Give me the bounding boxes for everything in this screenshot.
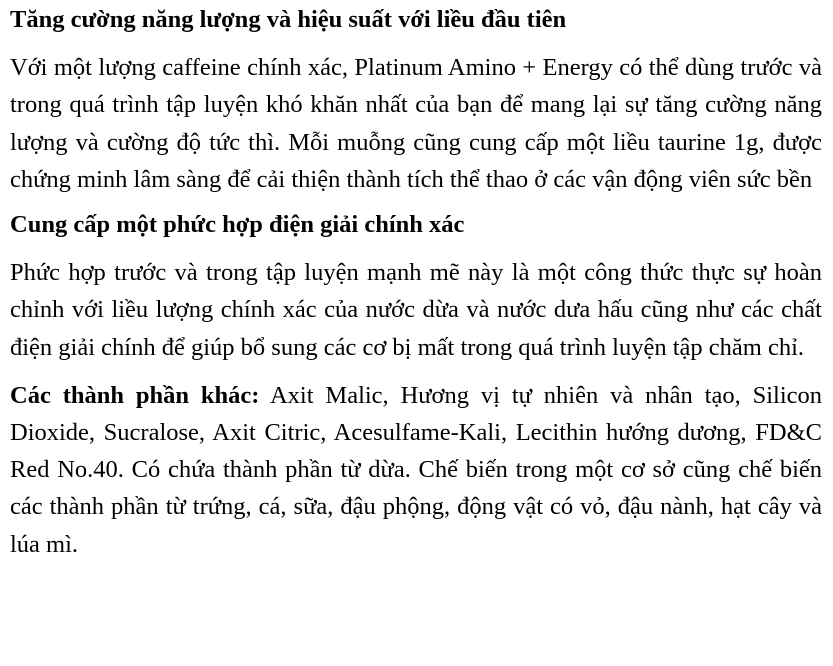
other-ingredients-label: Các thành phần khác: <box>10 381 260 409</box>
other-ingredients-text: Axit Malic, Hương vị tự nhiên và nhân tạo, Silicon Dioxide, Sucralose, Axit Citric, Acesulfame-Kali, Lecithin hướng dương, FD&C Red No.40. Có chứa thành phần từ dừa. Chế biến trong một cơ sở cũng chế biến các thành phần từ trứng, cá, sữa, đậu phộng, động vật có vỏ, đậu nành, hạt cây và lúa mì. <box>10 381 822 558</box>
section-body-energy: Với một lượng caffeine chính xác, Platinum Amino + Energy có thể dùng trước và trong quá trình tập luyện khó khăn nhất của bạn để mang lại sự tăng cường năng lượng và cường độ tức thì. Mỗi muỗng cũng cung cấp một liều taurine 1g, được chứng minh lâm sàng để cải thiện thành tích thể thao ở các vận động viên sức bền <box>10 54 822 193</box>
section-heading-energy: Tăng cường năng lượng và hiệu suất với liều đầu tiên <box>10 6 567 33</box>
other-ingredients-paragraph <box>10 377 822 563</box>
section-body-electrolyte: Phức hợp trước và trong tập luyện mạnh mẽ này là một công thức thực sự hoàn chỉnh với liều lượng chính xác của nước dừa và nước dưa hấu cũng như các chất điện giải chính để giúp bổ sung các cơ bị mất trong quá trình luyện tập chăm chỉ. <box>10 259 822 361</box>
section-heading-electrolyte: Cung cấp một phức hợp điện giải chính xác <box>10 211 465 239</box>
document-page <box>0 1 833 666</box>
